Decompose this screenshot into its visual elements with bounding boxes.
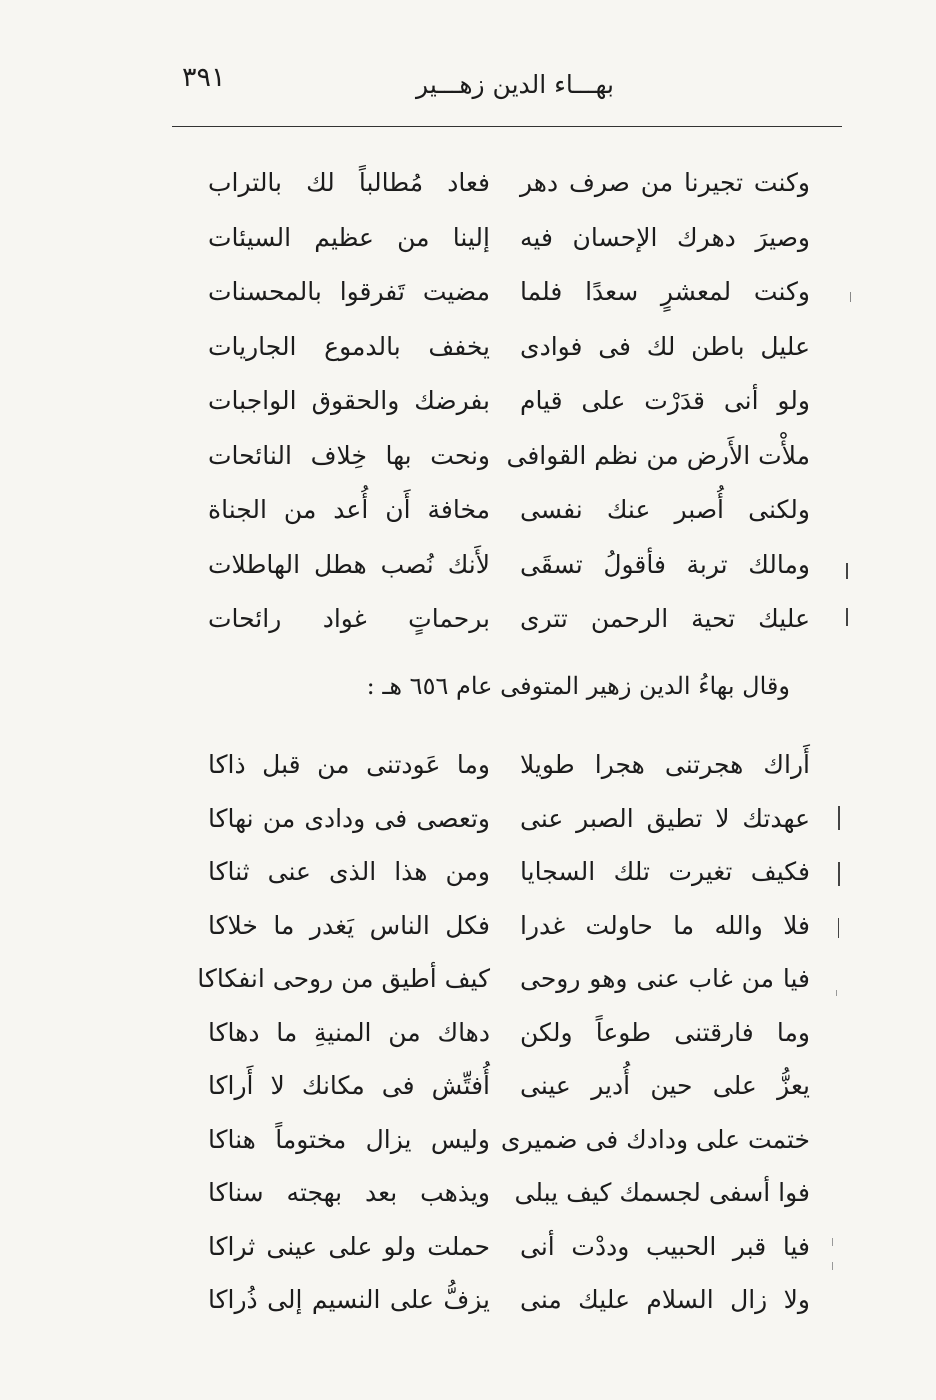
verse-first-hemistich: ولا زال السلام عليك منى [520,1285,810,1314]
verse-line [190,1220,810,1274]
margin-mark [838,918,839,938]
verse-second-hemistich: مضيت تَفرقوا بالمحسنات [208,277,490,306]
verse-second-hemistich: يزفُّ على النسيم إلى ذُراكا [208,1285,490,1314]
verse-line [190,265,810,320]
verse-first-hemistich: وصيرَ دهرك الإحسان فيه [520,222,810,252]
margin-mark [832,1238,833,1246]
verse-second-hemistich: بفرضك والحقوق الواجبات [208,386,490,415]
verse-first-hemistich: يعزُّ على حين أُدير عينى [520,1071,810,1100]
verse-line [190,792,810,846]
verse-line [190,538,810,593]
margin-mark [832,1262,833,1270]
verse-first-hemistich: وكنت تجيرنا من صرف دهر [520,168,810,197]
verse-line [190,845,810,899]
page-number: ٣٩١ [182,62,226,93]
verse-line [190,952,810,1006]
verse-first-hemistich: ملأْت الأَرض من نظم القوافى [506,440,810,470]
verse-second-hemistich: إلينا من عظيم السيئات [208,222,490,252]
margin-mark [838,806,840,830]
verse-second-hemistich: أُفتِّش فى مكانك لا أَراكا [208,1071,490,1100]
verse-first-hemistich: ولو أنى قدَرْت على قيام [520,386,810,415]
verse-second-hemistich: مخافة أَن أُعد من الجناة [208,495,490,524]
verse-first-hemistich: وما فارقتنى طوعاً ولكن [520,1017,810,1047]
verse-second-hemistich: ومن هذا الذى عنى ثناكا [208,857,490,886]
verse-first-hemistich: وكنت لمعشرٍ سعدًا فلما [520,277,810,306]
verse-first-hemistich: فوا أسفى لجسمك كيف يبلى [514,1178,810,1207]
verse-second-hemistich: وتعصى فى ودادى من نهاكا [208,803,490,833]
margin-mark [850,292,851,302]
verse-line [190,1166,810,1220]
verse-first-hemistich: أَراك هجرتنى هجرا طويلا [520,750,810,779]
verse-first-hemistich: فيا من غاب عنى وهو روحى [520,964,810,993]
verse-second-hemistich: ويذهب بعد بهجته سناكا [208,1178,490,1207]
verse-line [190,429,810,484]
verse-first-hemistich: عهدتك لا تطيق الصبر عنى [520,803,810,833]
poem-1 [190,156,810,647]
verse-line [190,1006,810,1060]
verse-second-hemistich: حملت ولو على عينى ثراكا [208,1231,490,1261]
verse-first-hemistich: ولكنى أُصبر عنك نفسى [520,495,810,524]
verse-line [190,1113,810,1167]
verse-first-hemistich: فلا والله ما حاولت غدرا [520,910,810,940]
verse-line [190,1059,810,1113]
verse-line [190,899,810,953]
verse-first-hemistich: فيا قبر الحبيب وددْت أنى [520,1231,810,1261]
verse-first-hemistich: عليك تحية الرحمن تترى [520,604,810,633]
margin-mark [846,608,848,626]
verse-line [190,1273,810,1327]
verse-first-hemistich: فكيف تغيرت تلك السجايا [520,857,810,886]
margin-mark [838,862,840,886]
margin-mark [846,563,848,579]
verse-line [190,211,810,266]
verse-first-hemistich: ومالك تربة فأقولُ تسقَى [520,549,810,579]
verse-second-hemistich: يخفف بالدموع الجاريات [208,331,490,361]
verse-first-hemistich: عليل باطن لك فى فوادى [520,331,810,361]
running-title: بهـــاء الدين زهـــير [416,70,614,99]
verse-second-hemistich: ونحت بها خِلاف النائحات [208,440,490,470]
verse-line [190,374,810,429]
verse-second-hemistich: فكل الناس يَغدر ما خلاكا [208,910,490,940]
verse-line [190,738,810,792]
verse-second-hemistich: كيف أطيق من روحى انفكاكا [197,964,490,993]
verse-line [190,156,810,211]
verse-line [190,483,810,538]
verse-second-hemistich: وليس يزال مختوماً هناكا [208,1124,490,1154]
verse-line [190,592,810,647]
verse-second-hemistich: فعاد مُطالباً لك بالتراب [208,168,490,197]
verse-second-hemistich: دهاك من المنيةِ ما دهاكا [208,1017,490,1047]
verse-second-hemistich: برحماتٍ غواد رائحات [208,604,490,633]
verse-line [190,320,810,375]
poem-2 [190,738,810,1327]
poem-introduction: وقال بهاءُ الدين زهير المتوفى عام ٦٥٦ هـ : [366,672,790,700]
verse-second-hemistich: وما عَودتنى من قبل ذاكا [208,750,490,779]
verse-first-hemistich: ختمت على ودادك فى ضميرى [500,1124,810,1154]
margin-mark [836,990,837,996]
verse-second-hemistich: لأَنك نُصب هطل الهاطلات [208,549,490,579]
page-header [172,58,842,127]
